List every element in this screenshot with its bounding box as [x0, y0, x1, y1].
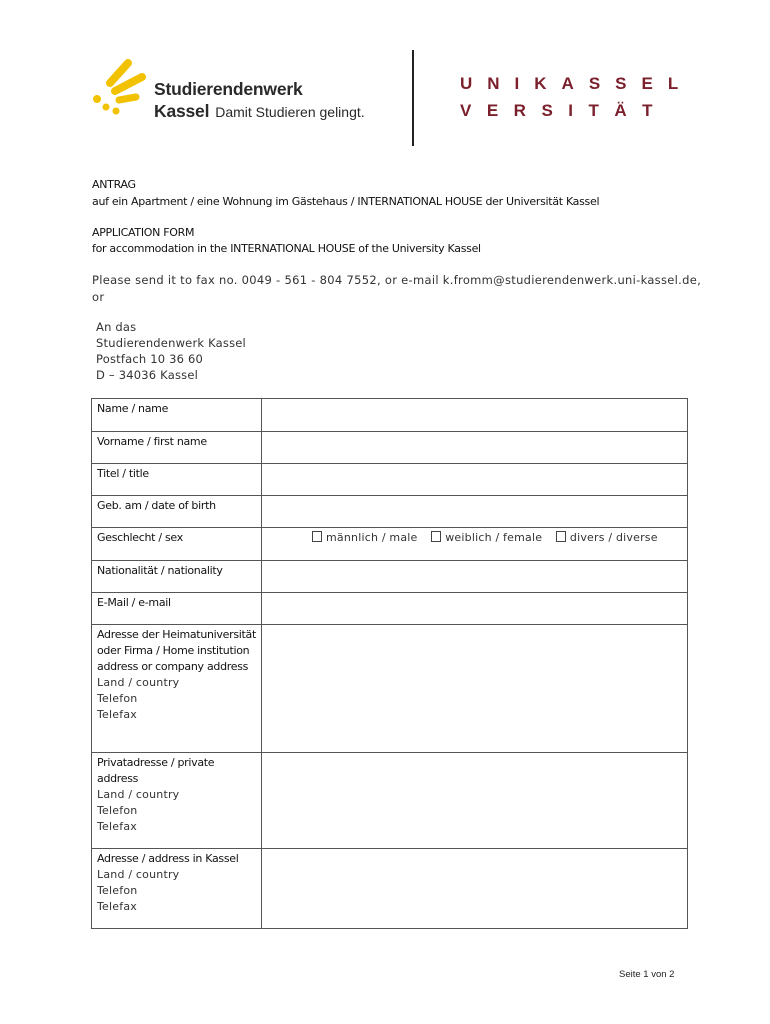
country-label: Land / country: [97, 676, 180, 689]
en-subtitle: for accommodation in the INTERNATIONAL HOUSE of the University Kassel: [92, 242, 481, 255]
fax-label: Telefax: [97, 708, 137, 721]
en-title: APPLICATION FORM: [92, 226, 195, 239]
kassel-address-field[interactable]: [262, 849, 688, 929]
private-address-label: Privatadresse / private address: [97, 756, 215, 785]
studierendenwerk-logo: [88, 55, 378, 125]
fax-label: Telefax: [97, 900, 137, 913]
address-line: D – 34036 Kassel: [96, 368, 198, 382]
table-row: [92, 561, 688, 593]
address-line: An das: [96, 320, 137, 334]
table-row: [92, 464, 688, 496]
logo-divider: [412, 50, 414, 146]
table-row: [92, 625, 688, 753]
country-label: Land / country: [97, 868, 180, 881]
uni-logo-row2: VERSITÄT: [460, 101, 669, 120]
checkbox-icon[interactable]: [556, 531, 566, 542]
email-label: E-Mail / e-mail: [97, 596, 171, 609]
table-row: [92, 753, 688, 849]
title-field[interactable]: [262, 464, 688, 496]
fax-label: Telefax: [97, 820, 137, 833]
table-row: [92, 432, 688, 464]
first-name-label: Vorname / first name: [97, 435, 207, 448]
sex-label: Geschlecht / sex: [97, 531, 183, 544]
sex-option-female[interactable]: weiblich / female: [431, 531, 542, 544]
sex-option-male[interactable]: männlich / male: [312, 531, 418, 544]
instructions-line1: Please send it to fax no. 0049 - 561 - 804 7552, or e-mail k.fromm@studierendenwerk.uni-kassel.de,: [92, 273, 702, 287]
instructions-line2: or: [92, 290, 105, 304]
logo-city: Kassel: [154, 101, 210, 121]
title-label: Titel / title: [97, 467, 149, 480]
table-row: [92, 849, 688, 929]
logo-claim: Damit Studieren gelingt.: [215, 104, 365, 120]
address-line: Postfach 10 36 60: [96, 352, 204, 366]
table-row: [92, 399, 688, 432]
recipient-address: [96, 319, 246, 383]
phone-label: Telefon: [97, 692, 138, 705]
phone-label: Telefon: [97, 884, 138, 897]
sex-field: [262, 528, 688, 561]
checkbox-icon[interactable]: [431, 531, 441, 542]
dob-field[interactable]: [262, 496, 688, 528]
private-address-field[interactable]: [262, 753, 688, 849]
sex-option-diverse[interactable]: divers / diverse: [556, 531, 658, 544]
de-subtitle: auf ein Apartment / eine Wohnung im Gästehaus / INTERNATIONAL HOUSE der Universität Kassel: [92, 195, 600, 208]
name-label: Name / name: [97, 402, 169, 415]
home-address-field[interactable]: [262, 625, 688, 753]
table-row: [92, 593, 688, 625]
uni-logo-row1: UNIKASSEL: [460, 74, 694, 93]
kassel-address-label: Adresse / address in Kassel: [97, 852, 239, 865]
logo-name: Studierendenwerk: [154, 79, 303, 99]
nationality-field[interactable]: [262, 561, 688, 593]
name-field[interactable]: [262, 399, 688, 432]
checkbox-icon[interactable]: [312, 531, 322, 542]
page-number: Seite 1 von 2: [619, 969, 675, 980]
de-title: ANTRAG: [92, 178, 136, 191]
application-form-table: [91, 398, 688, 929]
country-label: Land / country: [97, 788, 180, 801]
dob-label: Geb. am / date of birth: [97, 499, 216, 512]
nationality-label: Nationalität / nationality: [97, 564, 223, 577]
phone-label: Telefon: [97, 804, 138, 817]
home-address-label: Adresse der Heimatuniversität oder Firma / Home institution address or company address: [97, 628, 256, 673]
first-name-field[interactable]: [262, 432, 688, 464]
table-row: [92, 528, 688, 561]
table-row: [92, 496, 688, 528]
sun-rays-icon: [88, 55, 150, 121]
email-field[interactable]: [262, 593, 688, 625]
address-line: Studierendenwerk Kassel: [96, 336, 246, 350]
